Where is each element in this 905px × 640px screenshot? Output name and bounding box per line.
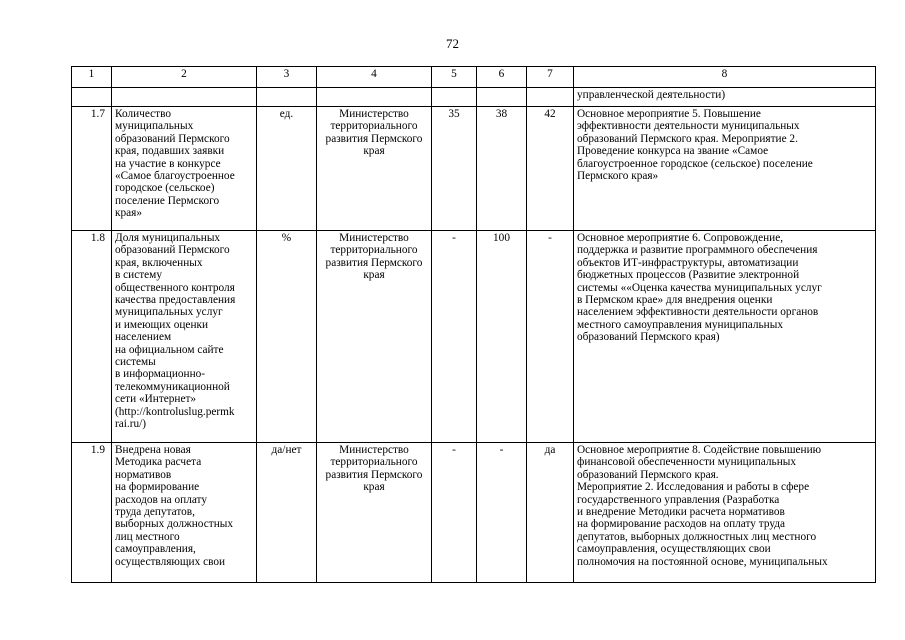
value-cell: - xyxy=(432,231,477,443)
indicator-name-line: лиц местного xyxy=(115,530,180,543)
indicator-name-line: края, включенных xyxy=(115,256,203,269)
indicator-name-line: Доля муниципальных xyxy=(115,232,221,244)
indicator-name-line: в систему xyxy=(115,269,162,282)
value-cell: да xyxy=(527,443,574,583)
value-cell: - xyxy=(477,443,527,583)
indicator-name-line: на участие в конкурсе xyxy=(115,157,221,170)
value-cell: - xyxy=(527,231,574,443)
indicator-name-line: муниципальных xyxy=(115,120,194,133)
event-cell-line: депутатов, выборных должностных лиц местного xyxy=(577,530,817,543)
event-cell-line: Пермского края» xyxy=(577,170,659,183)
event-cell-line: образований Пермского края. Мероприятие 2. xyxy=(577,132,798,145)
event-cell-line: Основное мероприятие 5. Повышение xyxy=(577,108,761,120)
indicator-name-line: труда депутатов, xyxy=(115,506,195,519)
event-cell-line: системы ««Оценка качества муниципальных услуг xyxy=(577,281,822,294)
header-cell: 1 xyxy=(72,67,112,88)
indicator-name-line: Внедрена новая xyxy=(115,444,191,456)
event-cell-line: эффективности деятельности муниципальных xyxy=(577,120,800,133)
header-cell: 2 xyxy=(112,67,257,88)
value-cell: 42 xyxy=(527,107,574,231)
header-cell: 8 xyxy=(574,67,876,88)
event-cell-line: на формирование расходов на оплату труда xyxy=(577,518,786,531)
row-number: 1.8 xyxy=(72,231,112,443)
header-row xyxy=(72,67,876,88)
header-cell: 6 xyxy=(477,67,527,88)
event-cell-line: финансовой обеспеченности муниципальных xyxy=(577,456,796,469)
indicator-name-line: качества предоставления xyxy=(115,294,236,307)
indicator-name-line: образований Пермского xyxy=(115,244,230,257)
event-cell xyxy=(574,443,876,583)
agency-cell: Министерство территориального развития Пермского края xyxy=(317,231,432,443)
row-number: 1.7 xyxy=(72,107,112,231)
header-cell: 5 xyxy=(432,67,477,88)
indicator-name-line: сети «Интернет» xyxy=(115,393,197,406)
event-cell-line: Основное мероприятие 8. Содействие повышению xyxy=(577,444,822,456)
event-cell-line: Основное мероприятие 6. Сопровождение, xyxy=(577,232,784,244)
indicator-name-line: городское (сельское) xyxy=(115,182,215,195)
indicator-name-line: системы xyxy=(115,356,156,369)
indicator-name-line: в информационно- xyxy=(115,368,206,381)
indicator-name-line: образований Пермского xyxy=(115,132,230,145)
indicator-name-line: Количество xyxy=(115,108,171,120)
indicator-name-line: края, подавших заявки xyxy=(115,145,225,158)
indicator-name-line: (http://kontroluslug.permk xyxy=(115,405,235,418)
agency-cell: Министерство территориального развития Пермского края xyxy=(317,443,432,583)
indicator-name-line: Методика расчета xyxy=(115,456,202,469)
indicator-name-line: выборных должностных xyxy=(115,518,233,531)
event-cell-line: государственного управления (Разработка xyxy=(577,493,780,506)
table-row xyxy=(72,231,876,443)
indicator-name-line: нормативов xyxy=(115,468,172,481)
indicator-name-line: муниципальных услуг xyxy=(115,306,223,319)
event-cell-line: поддержка и развитие программного обеспечения xyxy=(577,244,818,257)
table-row xyxy=(72,443,876,583)
indicator-name xyxy=(112,231,257,443)
indicator-name-line: края» xyxy=(115,207,142,220)
unit-cell: ед. xyxy=(257,107,317,231)
indicator-name-line: на формирование xyxy=(115,481,200,494)
event-cell-line: объектов ИТ-инфраструктуры, автоматизации xyxy=(577,256,799,269)
indicator-name-line: населением xyxy=(115,331,172,344)
event-cell xyxy=(574,231,876,443)
indicator-name xyxy=(112,443,257,583)
indicator-name-line: осуществляющих свои xyxy=(115,555,226,568)
value-cell: - xyxy=(432,443,477,583)
indicator-name xyxy=(112,107,257,231)
page-number: 72 xyxy=(446,36,459,51)
continuation-row xyxy=(72,88,876,107)
value-cell: 100 xyxy=(477,231,527,443)
event-cell-line: местного самоуправления муниципальных xyxy=(577,318,783,331)
row-number: 1.9 xyxy=(72,443,112,583)
header-cell: 3 xyxy=(257,67,317,88)
value-cell: 35 xyxy=(432,107,477,231)
event-cell-line: населением эффективности деятельности органов xyxy=(577,306,819,319)
unit-cell: да/нет xyxy=(257,443,317,583)
event-cell-line: благоустроенное городское (сельское) поселение xyxy=(577,157,813,170)
indicator-name-line: общественного контроля xyxy=(115,281,235,294)
header-cell: 4 xyxy=(317,67,432,88)
event-cell-line: самоуправления, осуществляющих свои xyxy=(577,543,771,556)
header-cell: 7 xyxy=(527,67,574,88)
indicators-table xyxy=(71,66,876,583)
event-cell xyxy=(574,107,876,231)
value-cell: 38 xyxy=(477,107,527,231)
event-cell-line: Проведение конкурса на звание «Самое xyxy=(577,145,769,158)
indicator-name-line: самоуправления, xyxy=(115,543,196,556)
indicator-name-line: поселение Пермского xyxy=(115,194,220,207)
indicator-name-line: телекоммуникационной xyxy=(115,380,230,393)
indicator-name-line: rai.ru/) xyxy=(115,418,147,431)
event-cell-line: и внедрение Методики расчета нормативов xyxy=(577,506,785,519)
event-cell-line: в Пермском крае» для внедрения оценки xyxy=(577,294,773,307)
table-row xyxy=(72,107,876,231)
indicator-name-line: и имеющих оценки xyxy=(115,318,209,331)
unit-cell: % xyxy=(257,231,317,443)
event-cell-line: образований Пермского края) xyxy=(577,331,720,344)
event-cell-line: бюджетных процессов (Развитие электронной xyxy=(577,269,800,282)
event-cell-line: образований Пермского края. xyxy=(577,468,719,481)
event-cell: управленческой деятельности) xyxy=(574,88,876,107)
agency-cell: Министерство территориального развития Пермского края xyxy=(317,107,432,231)
indicator-name-line: «Самое благоустроенное xyxy=(115,170,235,183)
indicator-name-line: на официальном сайте xyxy=(115,343,224,356)
event-cell-line: полномочия на постоянной основе, муниципальных xyxy=(577,555,828,568)
event-cell-line: Мероприятие 2. Исследования и работы в сфере xyxy=(577,481,810,494)
indicator-name-line: расходов на оплату xyxy=(115,493,207,506)
